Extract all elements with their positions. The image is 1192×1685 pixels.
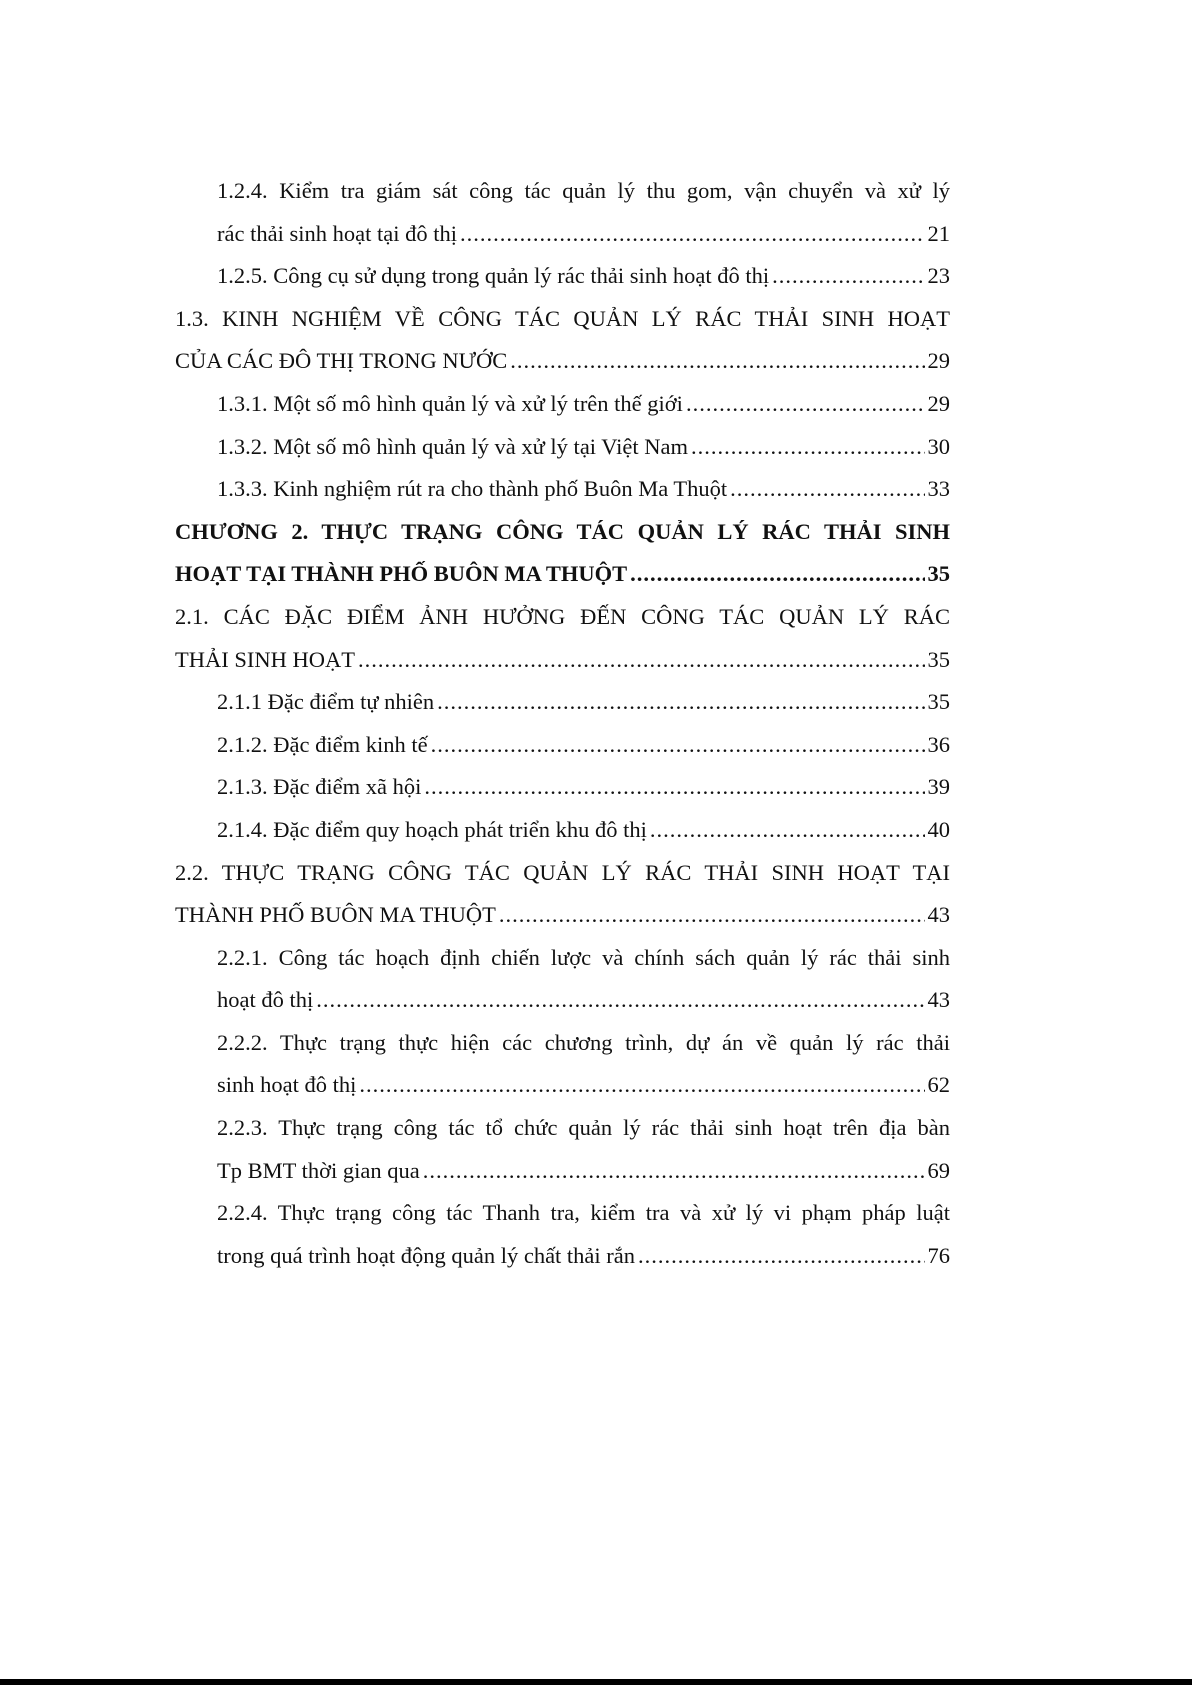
dot-leader xyxy=(686,383,925,426)
toc-entry xyxy=(175,1192,950,1277)
toc-entry-leader-line xyxy=(217,1064,950,1107)
toc-entry-title: HOẠT TẠI THÀNH PHỐ BUÔN MA THUỘT xyxy=(175,561,628,587)
toc-entry-title-line: 2.1. CÁC ĐẶC ĐIỂM ẢNH HƯỞNG ĐẾN CÔNG TÁC QUẢN LÝ RÁC xyxy=(175,603,950,629)
toc-entry-leader-line xyxy=(217,213,950,256)
toc-entry xyxy=(175,511,950,596)
toc-entry-title-line: 2.2.3. Thực trạng công tác tổ chức quản lý rác thải sinh hoạt trên địa bàn xyxy=(217,1115,950,1141)
dot-leader xyxy=(437,681,924,724)
toc-entry-title-line: 2.2. THỰC TRẠNG CÔNG TÁC QUẢN LÝ RÁC THẢI SINH HOẠT TẠI xyxy=(175,859,950,885)
toc-page-number: 23 xyxy=(927,263,950,289)
toc-entry-leader-line xyxy=(175,553,950,596)
toc-entry-title: 2.1.1 Đặc điểm tự nhiên xyxy=(217,689,435,715)
dot-leader xyxy=(691,426,924,469)
toc-entry xyxy=(175,1022,950,1107)
toc-entry-leader-line xyxy=(217,426,950,469)
toc-entry-leader-line xyxy=(217,979,950,1022)
toc-entry-title: trong quá trình hoạt động quản lý chất thải rắn xyxy=(217,1242,636,1268)
toc-entry xyxy=(175,1107,950,1192)
dot-leader xyxy=(772,255,924,298)
dot-leader xyxy=(650,809,925,852)
toc-entry-title: hoạt đô thị xyxy=(217,987,314,1013)
toc-entry xyxy=(175,170,950,255)
toc-entry-title: 2.1.4. Đặc điểm quy hoạch phát triển khu đô thị xyxy=(217,816,647,842)
toc-entry-title-line: 2.2.4. Thực trạng công tác Thanh tra, kiểm tra và xử lý vi phạm pháp luật xyxy=(217,1200,950,1226)
dot-leader xyxy=(359,1064,924,1107)
dot-leader xyxy=(638,1235,924,1278)
dot-leader xyxy=(630,553,924,596)
toc-entry-title-line: 1.2.4. Kiểm tra giám sát công tác quản lý thu gom, vận chuyển và xử lý xyxy=(217,178,950,203)
toc-entry-title: 1.3.3. Kinh nghiệm rút ra cho thành phố Buôn Ma Thuột xyxy=(217,476,728,502)
dot-leader xyxy=(424,766,924,809)
toc-page-number: 39 xyxy=(927,774,950,800)
toc-page-number: 36 xyxy=(927,731,950,757)
toc-entry xyxy=(175,766,950,809)
toc-entry-title: Tp BMT thời gian qua xyxy=(217,1157,420,1183)
toc-entry xyxy=(175,298,950,383)
toc-entry xyxy=(175,383,950,426)
toc-entry-title-line: 1.3. KINH NGHIỆM VỀ CÔNG TÁC QUẢN LÝ RÁC THẢI SINH HOẠT xyxy=(175,305,950,331)
dot-leader xyxy=(423,1150,925,1193)
toc-page-number: 33 xyxy=(927,476,950,502)
toc-page-number: 21 xyxy=(927,220,950,246)
toc-entry xyxy=(175,468,950,511)
toc-entry xyxy=(175,852,950,937)
toc-page-number: 30 xyxy=(927,433,950,459)
toc-entry-title: rác thải sinh hoạt tại đô thị xyxy=(217,220,457,246)
toc-entry-leader-line xyxy=(217,1235,950,1278)
toc-page-number: 69 xyxy=(927,1157,950,1183)
toc-page-number: 40 xyxy=(927,816,950,842)
toc-entry-title: THẢI SINH HOẠT xyxy=(175,646,355,672)
toc-page-number: 43 xyxy=(927,987,950,1013)
toc-entry-leader-line xyxy=(175,894,950,937)
dot-leader xyxy=(730,468,924,511)
dot-leader xyxy=(460,213,925,256)
toc-entry xyxy=(175,596,950,681)
toc-entry-title: CỦA CÁC ĐÔ THỊ TRONG NƯỚC xyxy=(175,348,508,374)
toc-page-number: 43 xyxy=(927,902,950,928)
toc-entry xyxy=(175,426,950,469)
toc-entry-leader-line xyxy=(217,255,950,298)
toc-entry-title: 1.3.1. Một số mô hình quản lý và xử lý trên thế giới xyxy=(217,390,683,416)
toc-entry xyxy=(175,724,950,767)
toc-entry-leader-line xyxy=(217,1150,950,1193)
toc-entry-leader-line xyxy=(217,681,950,724)
dot-leader xyxy=(358,639,925,682)
dot-leader xyxy=(499,894,925,937)
dot-leader xyxy=(316,979,924,1022)
toc-entry xyxy=(175,681,950,724)
toc-entry-leader-line xyxy=(217,383,950,426)
toc-entry xyxy=(175,255,950,298)
toc-entry-title: 2.1.3. Đặc điểm xã hội xyxy=(217,774,422,800)
toc-entry-title: 2.1.2. Đặc điểm kinh tế xyxy=(217,731,428,757)
toc-entry xyxy=(175,809,950,852)
toc-entry-leader-line xyxy=(217,724,950,767)
dot-leader xyxy=(510,340,924,383)
toc-page-number: 35 xyxy=(927,646,950,672)
toc-entry-title: 1.2.5. Công cụ sử dụng trong quản lý rác thải sinh hoạt đô thị xyxy=(217,263,770,289)
toc-entry-title-line: CHƯƠNG 2. THỰC TRẠNG CÔNG TÁC QUẢN LÝ RÁC THẢI SINH xyxy=(175,518,950,544)
toc-entry-title: THÀNH PHỐ BUÔN MA THUỘT xyxy=(175,902,496,928)
toc-entry-leader-line xyxy=(217,809,950,852)
toc-page-number: 35 xyxy=(927,561,950,587)
toc-page-number: 29 xyxy=(927,348,950,374)
toc-page-number: 76 xyxy=(927,1242,950,1268)
toc-page-number: 29 xyxy=(927,390,950,416)
dot-leader xyxy=(431,724,925,767)
toc-entry-title-line: 2.2.2. Thực trạng thực hiện các chương trình, dự án về quản lý rác thải xyxy=(217,1029,950,1055)
toc-entry-leader-line xyxy=(175,340,950,383)
table-of-contents xyxy=(175,170,950,1277)
toc-entry-title-line: 2.2.1. Công tác hoạch định chiến lược và chính sách quản lý rác thải sinh xyxy=(217,944,950,970)
toc-entry-title: 1.3.2. Một số mô hình quản lý và xử lý tại Việt Nam xyxy=(217,433,689,459)
bottom-border xyxy=(0,1679,1192,1685)
toc-entry-leader-line xyxy=(217,766,950,809)
toc-entry-leader-line xyxy=(175,639,950,682)
toc-page-number: 62 xyxy=(927,1072,950,1098)
toc-entry-title: sinh hoạt đô thị xyxy=(217,1072,357,1098)
toc-entry-leader-line xyxy=(217,468,950,511)
toc-page-number: 35 xyxy=(927,689,950,715)
toc-entry xyxy=(175,937,950,1022)
